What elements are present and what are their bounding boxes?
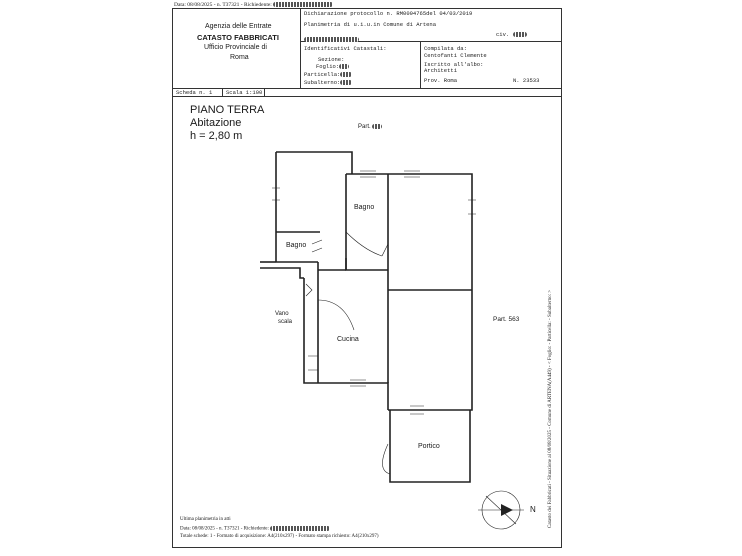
- plan-title: PIANO TERRA: [190, 104, 265, 116]
- north-arrow-icon: [501, 504, 513, 516]
- room-vano: Vano: [275, 311, 289, 317]
- sezione-label: Sezione:: [318, 56, 345, 63]
- scala-value: Scala 1:100: [226, 89, 263, 96]
- room-bagno-upper: Bagno: [354, 204, 375, 211]
- north-label: N: [530, 505, 536, 514]
- compilata-title: Compilata da:: [424, 45, 467, 52]
- subalterno-text: Subalterno:: [304, 79, 341, 86]
- civ-text: civ.: [496, 31, 510, 38]
- prov-value: Prov. Roma: [424, 77, 458, 84]
- room-cucina: Cucina: [337, 336, 359, 343]
- room-bagno-lower: Bagno: [286, 242, 307, 249]
- ufficio-city: Roma: [230, 54, 249, 61]
- dichiarazione-text: Dichiarazione protocollo n. RM0094765del 04/03/2019: [304, 10, 473, 17]
- compilata-name: Centofanti Clemente: [424, 52, 487, 59]
- agency-name: Agenzia delle Entrate: [205, 23, 272, 30]
- albo-value: Architetti: [424, 67, 458, 74]
- particella-text: Particella:: [304, 71, 341, 78]
- scheda-number: Scheda n. 1: [176, 89, 213, 96]
- footer-line2: [180, 526, 330, 532]
- ufficio-label: Ufficio Provinciale di: [204, 44, 267, 51]
- foglio-text: Foglio:: [316, 63, 340, 70]
- footer-line2-text: Data: 08/08/2025 - n. T37321 - Richiedente:: [180, 526, 271, 532]
- iscritto-label: Iscritto all'albo:: [424, 61, 484, 68]
- plan-height: h = 2,80 m: [190, 130, 243, 142]
- albo-number: N. 23533: [513, 77, 540, 84]
- plan-subtitle: Abitazione: [190, 117, 242, 129]
- part-top-text: Part.: [358, 124, 371, 131]
- catasto-title: CATASTO FABBRICATI: [197, 33, 279, 42]
- room-scala: scala: [278, 319, 293, 325]
- redacted-mark: [270, 526, 330, 531]
- top-stamp-text: Data: 08/08/2025 - n. T37321 - Richiedente:: [174, 2, 274, 8]
- footer-line1: Ultima planimetria in atti: [180, 517, 231, 522]
- footer-line3: Totale schede: 1 - Formato di acquisizione: A4(210x297) - Formato stampa richiesto: A4(210x297): [180, 534, 379, 539]
- identificativi-title: Identificativi Catastali:: [304, 45, 387, 52]
- planimetria-text: Planimetria di u.i.u.in Comune di Artena: [304, 21, 437, 28]
- side-situation-text: Catasto dei Fabbricati - Situazione al 08/08/2025 - Comune di ARTENA(A449) - < Foglio: - Particella: - Subalterno: >: [548, 289, 553, 528]
- room-portico: Portico: [418, 443, 440, 450]
- part-right-label: Part. 563: [493, 316, 520, 323]
